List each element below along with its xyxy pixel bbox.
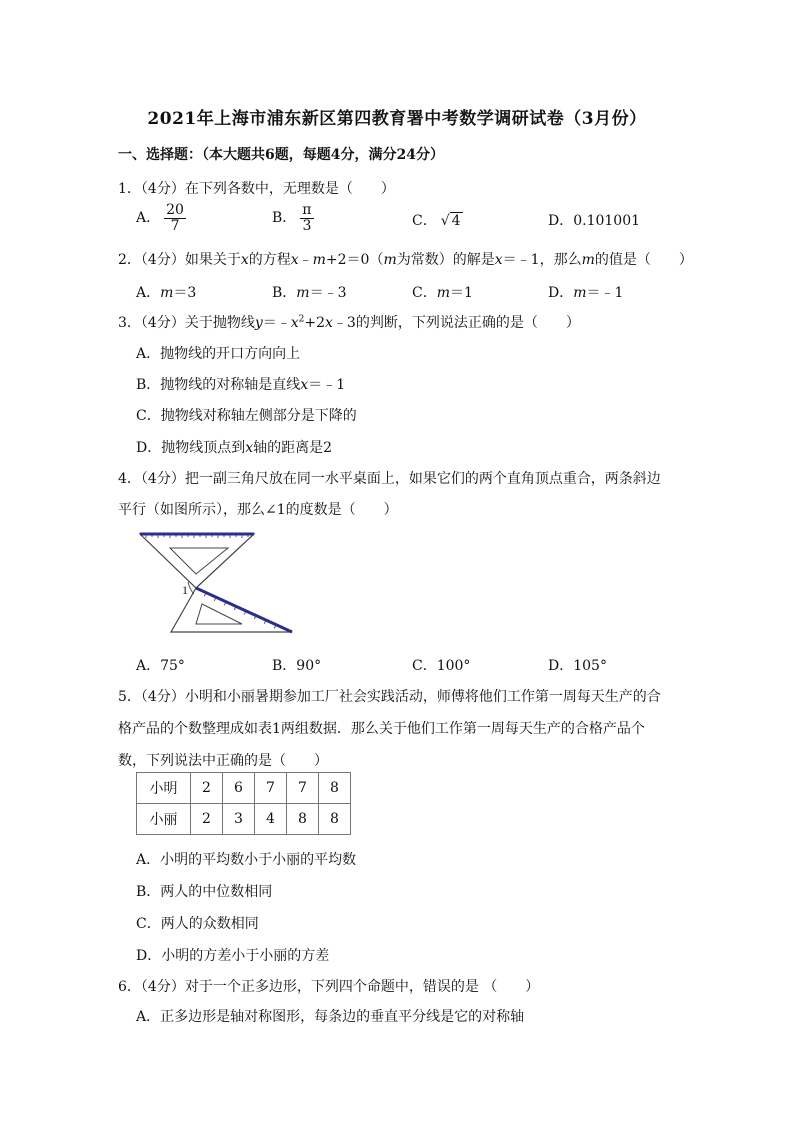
q1-sqrt: √ 4: [440, 213, 461, 229]
table-cell: 4: [255, 804, 287, 835]
q5-stem-line1: 5．（4分）小明和小丽暑期参加工厂社会实践活动，师傅将他们工作第一周每天生产的合: [118, 689, 661, 705]
set-squares-figure: [138, 528, 298, 636]
table-cell: 7: [255, 773, 287, 804]
table-cell: 7: [287, 773, 319, 804]
table-cell: 6: [223, 773, 255, 804]
q3-stem: 3．（4分）关于抛物线$y=﹣x^2+2x﹣3$的判断，下列说法正确的是（ ）: [118, 314, 580, 331]
q5-option-d: D．小明的方差小于小丽的方差: [136, 948, 330, 964]
production-data-table: [136, 772, 351, 835]
q4-option-b: B．90°: [272, 658, 322, 674]
q4-option-c: C．100°: [412, 658, 471, 674]
q4-stem-line1: 4．（4分）把一副三角尺放在同一水平桌面上，如果它们的两个直角顶点重合，两条斜边: [118, 471, 661, 487]
q1-stem: 1．（4分）在下列各数中，无理数是（ ）: [118, 181, 395, 197]
angle-1-label: 1: [182, 583, 188, 597]
q5-stem-line2: 格产品的个数整理成如表1两组数据．那么关于他们工作第一周每天生产的合格产品个: [118, 721, 645, 737]
q6-option-a: A．正多边形是轴对称图形，每条边的垂直平分线是它的对称轴: [136, 1009, 525, 1025]
q4-stem-line2: 平行（如图所示），那么∠1的度数是（ ）: [118, 502, 398, 518]
table-cell: 2: [191, 804, 223, 835]
table-cell: 小明: [137, 773, 191, 804]
table-cell: 8: [319, 804, 351, 835]
q6-stem: 6．（4分）对于一个正多边形，下列四个命题中，错误的是 （ ）: [118, 979, 540, 995]
q1-option-c: C． √ 4: [412, 213, 461, 229]
q3-option-c: C．抛物线对称轴左侧部分是下降的: [136, 408, 357, 424]
table-cell: 8: [287, 804, 319, 835]
q1-fraction-a: $\frac{20}{7}$: [166, 202, 184, 234]
q1-option-a: A． $\frac{20}{7}$: [136, 202, 184, 234]
section-heading-choice: 一、选择题：（本大题共6题，每题4分，满分24分）: [118, 147, 444, 163]
q5-option-a: A．小明的平均数小于小丽的平均数: [136, 852, 357, 868]
q2-option-a: A．m＝3: [136, 285, 197, 301]
table-row: [137, 773, 351, 804]
q5-stem-line3: 数，下列说法中正确的是（ ）: [118, 753, 328, 769]
q4-option-d: D．105°: [548, 658, 607, 674]
q2-stem: 2．（4分）如果关于x的方程x﹣m+2＝0（m为常数）的解是x＝﹣1，那么m的值是（ ）: [118, 252, 693, 268]
table-cell: 2: [191, 773, 223, 804]
q1-fraction-b: $\frac{\pi}{3}$: [302, 202, 312, 234]
q1-option-d: D．0.101001: [548, 213, 641, 229]
q5-option-c: C．两人的众数相同: [136, 916, 259, 932]
q4-option-a: A．75°: [136, 658, 185, 674]
q3-option-a: A．抛物线的开口方向向上: [136, 346, 301, 362]
table-cell: 8: [319, 773, 351, 804]
exam-title: 2021年上海市浦东新区第四教育署中考数学调研试卷（3月份）: [147, 109, 647, 129]
table-cell: 3: [223, 804, 255, 835]
q3-option-d: D．抛物线顶点到x轴的距离是2: [136, 440, 333, 456]
q2-option-d: D．m＝﹣1: [548, 285, 624, 301]
q5-option-b: B．两人的中位数相同: [136, 884, 273, 900]
table-cell: 小丽: [137, 804, 191, 835]
table-row: [137, 804, 351, 835]
q2-option-b: B．m＝﹣3: [272, 285, 347, 301]
q3-option-b: B．抛物线的对称轴是直线x＝﹣1: [136, 377, 346, 393]
q2-option-c: C．m＝1: [412, 285, 473, 301]
q1-option-b: B． $\frac{\pi}{3}$: [272, 202, 312, 234]
